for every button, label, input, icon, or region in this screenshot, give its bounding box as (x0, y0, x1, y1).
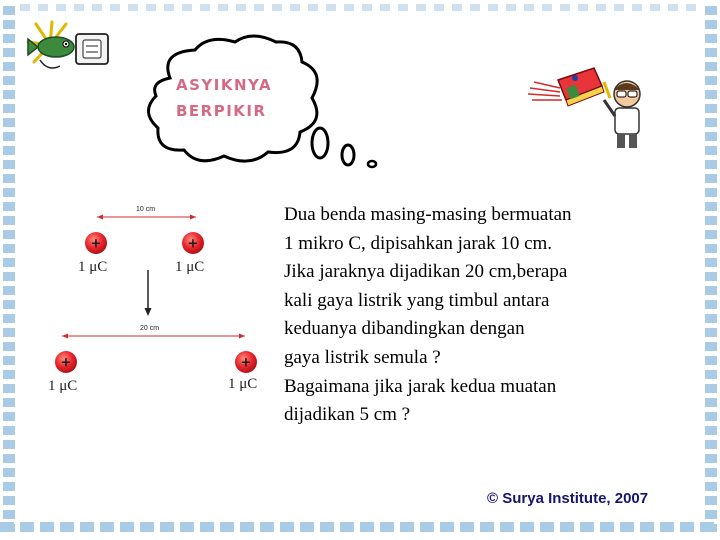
question-line: 1 mikro C, dipisahkan jarak 10 cm. (284, 232, 553, 254)
question-line: Jika jaraknya dijadikan 20 cm,berapa (284, 261, 568, 283)
cloud-title-line-1: ASYIKNYA (176, 76, 273, 94)
charge-top-right (182, 232, 204, 254)
question-line: Dua benda masing-masing bermuatan (284, 204, 572, 225)
charge-diagram (55, 215, 257, 374)
cartoon-scientist-icon (528, 68, 640, 148)
cloud-title (176, 72, 306, 124)
charge-top-left (85, 232, 107, 254)
charge-bottom-left (55, 351, 77, 373)
cartoon-fish-icon (28, 22, 108, 68)
copyright-notice: © Surya Institute, 2007 (487, 490, 649, 507)
question-line: kali gaya listrik yang timbul antara (284, 289, 550, 311)
question-line: Bagaimana jika jarak kedua muatan (284, 375, 557, 397)
question-line: gaya listrik semula ? (284, 346, 441, 368)
charge-bottom-right (235, 351, 257, 373)
charge-label-top-right: 1 μC (175, 259, 205, 275)
distance-label-bottom: 20 cm (140, 325, 160, 332)
charge-label-top-left: 1 μC (78, 259, 108, 275)
svg-text:+: + (240, 355, 252, 371)
question-line: dijadikan 5 cm ? (284, 404, 411, 426)
distance-label-top: 10 cm (136, 206, 156, 213)
cloud-title-line-2: BERPIKIR (176, 102, 267, 120)
svg-text:+: + (90, 236, 102, 252)
question-text (284, 201, 694, 430)
charge-label-bottom-right: 1 μC (228, 376, 258, 392)
svg-text:+: + (187, 236, 199, 252)
svg-text:+: + (60, 355, 72, 371)
question-line: keduanya dibandingkan dengan (284, 318, 525, 340)
charge-label-bottom-left: 1 μC (48, 378, 78, 394)
